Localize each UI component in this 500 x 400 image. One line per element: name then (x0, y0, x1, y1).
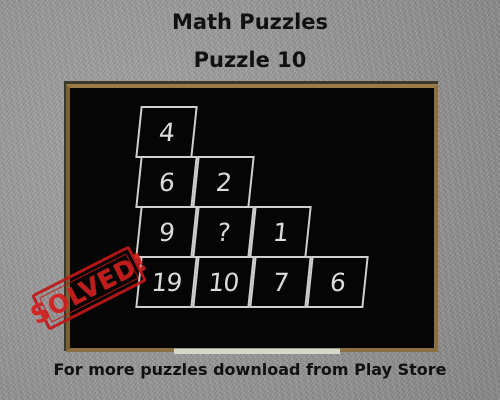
puzzle-cell-unknown (192, 206, 254, 258)
puzzle-cell (135, 206, 197, 258)
puzzle-cell (192, 156, 254, 208)
stamp-text: SOLVED! (25, 246, 153, 330)
cell-value: 6 (328, 267, 347, 297)
cell-value: ? (215, 217, 232, 247)
puzzle-title: Puzzle 10 (193, 48, 307, 72)
cell-value: 9 (157, 217, 176, 247)
puzzle-cell (249, 256, 311, 308)
puzzle-cell (249, 206, 311, 258)
cell-value: 2 (214, 167, 233, 197)
cell-value: 6 (157, 167, 176, 197)
footer-play-store-text[interactable]: For more puzzles download from Play Store (53, 360, 447, 379)
cell-value: 7 (271, 267, 290, 297)
cell-value: 19 (150, 267, 183, 297)
cell-value: 4 (157, 117, 176, 147)
puzzle-cell (135, 106, 197, 158)
cell-value: 1 (271, 217, 290, 247)
chalk-tray (174, 348, 340, 354)
puzzle-cell (192, 256, 254, 308)
chalkboard (66, 84, 438, 352)
puzzle-cell (135, 156, 197, 208)
cell-value: 10 (207, 267, 240, 297)
app-title: Math Puzzles (171, 10, 329, 34)
puzzle-cell (306, 256, 368, 308)
